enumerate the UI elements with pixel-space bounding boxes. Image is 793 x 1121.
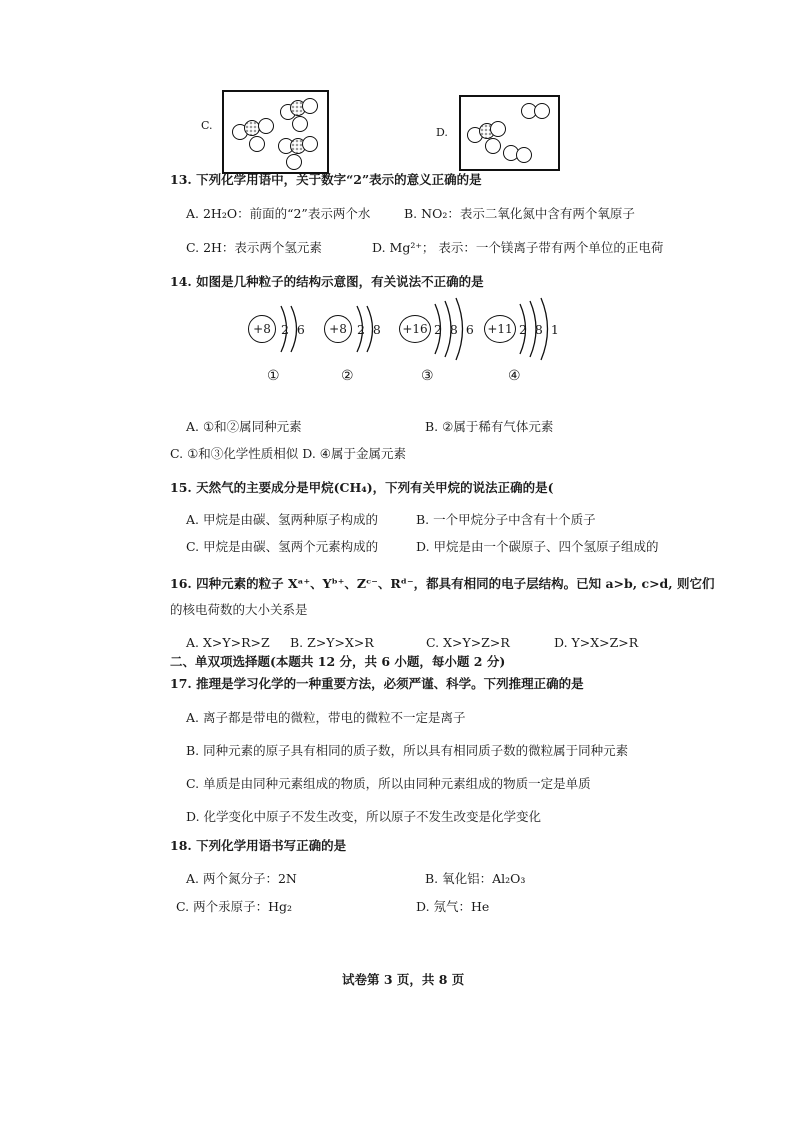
- atom: [292, 116, 308, 132]
- q17-option-c: C. 单质是由同种元素组成的物质，所以由同种元素组成的物质一定是单质: [186, 776, 591, 791]
- nucleus: +16: [399, 315, 431, 343]
- q13-option-c: C. 2H：表示两个氢元素: [186, 240, 322, 255]
- figure-d-label: D.: [436, 126, 448, 139]
- q17-option-d: D. 化学变化中原子不发生改变，所以原子不发生改变是化学变化: [186, 809, 542, 824]
- q13-option-b: B. NO₂：表示二氧化氮中含有两个氧原子: [404, 206, 635, 221]
- nucleus: +8: [324, 315, 352, 343]
- diagram-label: ③: [421, 368, 434, 384]
- q15-option-b: B. 一个甲烷分子中含有十个质子: [416, 512, 596, 527]
- q15-option-a: A. 甲烷是由碳、氢两种原子构成的: [186, 512, 378, 527]
- electron-count: 2 8 1: [519, 322, 561, 337]
- q14-option-cd: C. ①和③化学性质相似 D. ④属于金属元素: [170, 446, 406, 461]
- atom: [516, 147, 532, 163]
- q14-option-a: A. ①和②属同种元素: [186, 419, 302, 434]
- q18-option-c: C. 两个汞原子：Hg₂: [176, 899, 292, 914]
- nucleus: +11: [484, 315, 516, 343]
- electron-count: 2 6: [281, 322, 307, 337]
- q17-stem: 17. 推理是学习化学的一种重要方法，必须严谨、科学。下列推理正确的是: [170, 676, 584, 691]
- atom: [286, 154, 302, 170]
- diagram-label: ④: [508, 368, 521, 384]
- q16-option-b: B. Z>Y>X>R: [290, 635, 374, 650]
- diagram-label: ②: [341, 368, 354, 384]
- figure-c-label: C.: [201, 119, 213, 132]
- atom: [249, 136, 265, 152]
- q18-option-d: D. 氖气：He: [416, 899, 490, 914]
- diagram-label: ①: [267, 368, 280, 384]
- q18-stem: 18. 下列化学用语书写正确的是: [170, 838, 347, 853]
- figure-c-box: [222, 90, 329, 174]
- q15-stem: 15. 天然气的主要成分是甲烷(CH₄)，下列有关甲烷的说法正确的是(: [170, 480, 554, 495]
- q14-stem: 14. 如图是几种粒子的结构示意图，有关说法不正确的是: [170, 274, 484, 289]
- q13-option-d: D. Mg²⁺； 表示：一个镁离子带有两个单位的正电荷: [372, 240, 664, 255]
- q18-option-b: B. 氧化铝：Al₂O₃: [425, 871, 526, 886]
- electron-count: 2 8 6: [434, 322, 476, 337]
- q16-stem-line1: 16. 四种元素的粒子 Xᵃ⁺、Yᵇ⁺、Zᶜ⁻、Rᵈ⁻，都具有相同的电子层结构。已知 a>b, c>d, 则它们: [170, 576, 715, 591]
- q18-option-a: A. 两个氮分子：2N: [186, 871, 297, 886]
- atom: [534, 103, 550, 119]
- q13-stem: 13. 下列化学用语中，关于数字“2”表示的意义正确的是: [170, 172, 482, 187]
- electron-count: 2 8: [357, 322, 383, 337]
- atom: [302, 98, 318, 114]
- q16-option-d: D. Y>X>Z>R: [554, 635, 639, 650]
- atom: [485, 138, 501, 154]
- q16-option-a: A. X>Y>R>Z: [186, 635, 270, 650]
- nucleus: +8: [248, 315, 276, 343]
- figure-d-box: [459, 95, 560, 171]
- q15-option-c: C. 甲烷是由碳、氢两个元素构成的: [186, 539, 379, 554]
- q16-option-c: C. X>Y>Z>R: [426, 635, 510, 650]
- page-footer: 试卷第 3 页，共 8 页: [342, 972, 465, 987]
- atom: [258, 118, 274, 134]
- q16-stem-line2: 的核电荷数的大小关系是: [170, 602, 308, 617]
- section-heading: 二、单双项选择题(本题共 12 分，共 6 小题，每小题 2 分): [170, 654, 506, 669]
- q14-option-b: B. ②属于稀有气体元素: [425, 419, 554, 434]
- q17-option-b: B. 同种元素的原子具有相同的质子数，所以具有相同质子数的微粒属于同种元素: [186, 743, 629, 758]
- q17-option-a: A. 离子都是带电的微粒，带电的微粒不一定是离子: [186, 710, 466, 725]
- q13-option-a: A. 2H₂O：前面的“2”表示两个水: [186, 206, 371, 221]
- atom: [302, 136, 318, 152]
- atom: [490, 121, 506, 137]
- q15-option-d: D. 甲烷是由一个碳原子、四个氢原子组成的: [416, 539, 659, 554]
